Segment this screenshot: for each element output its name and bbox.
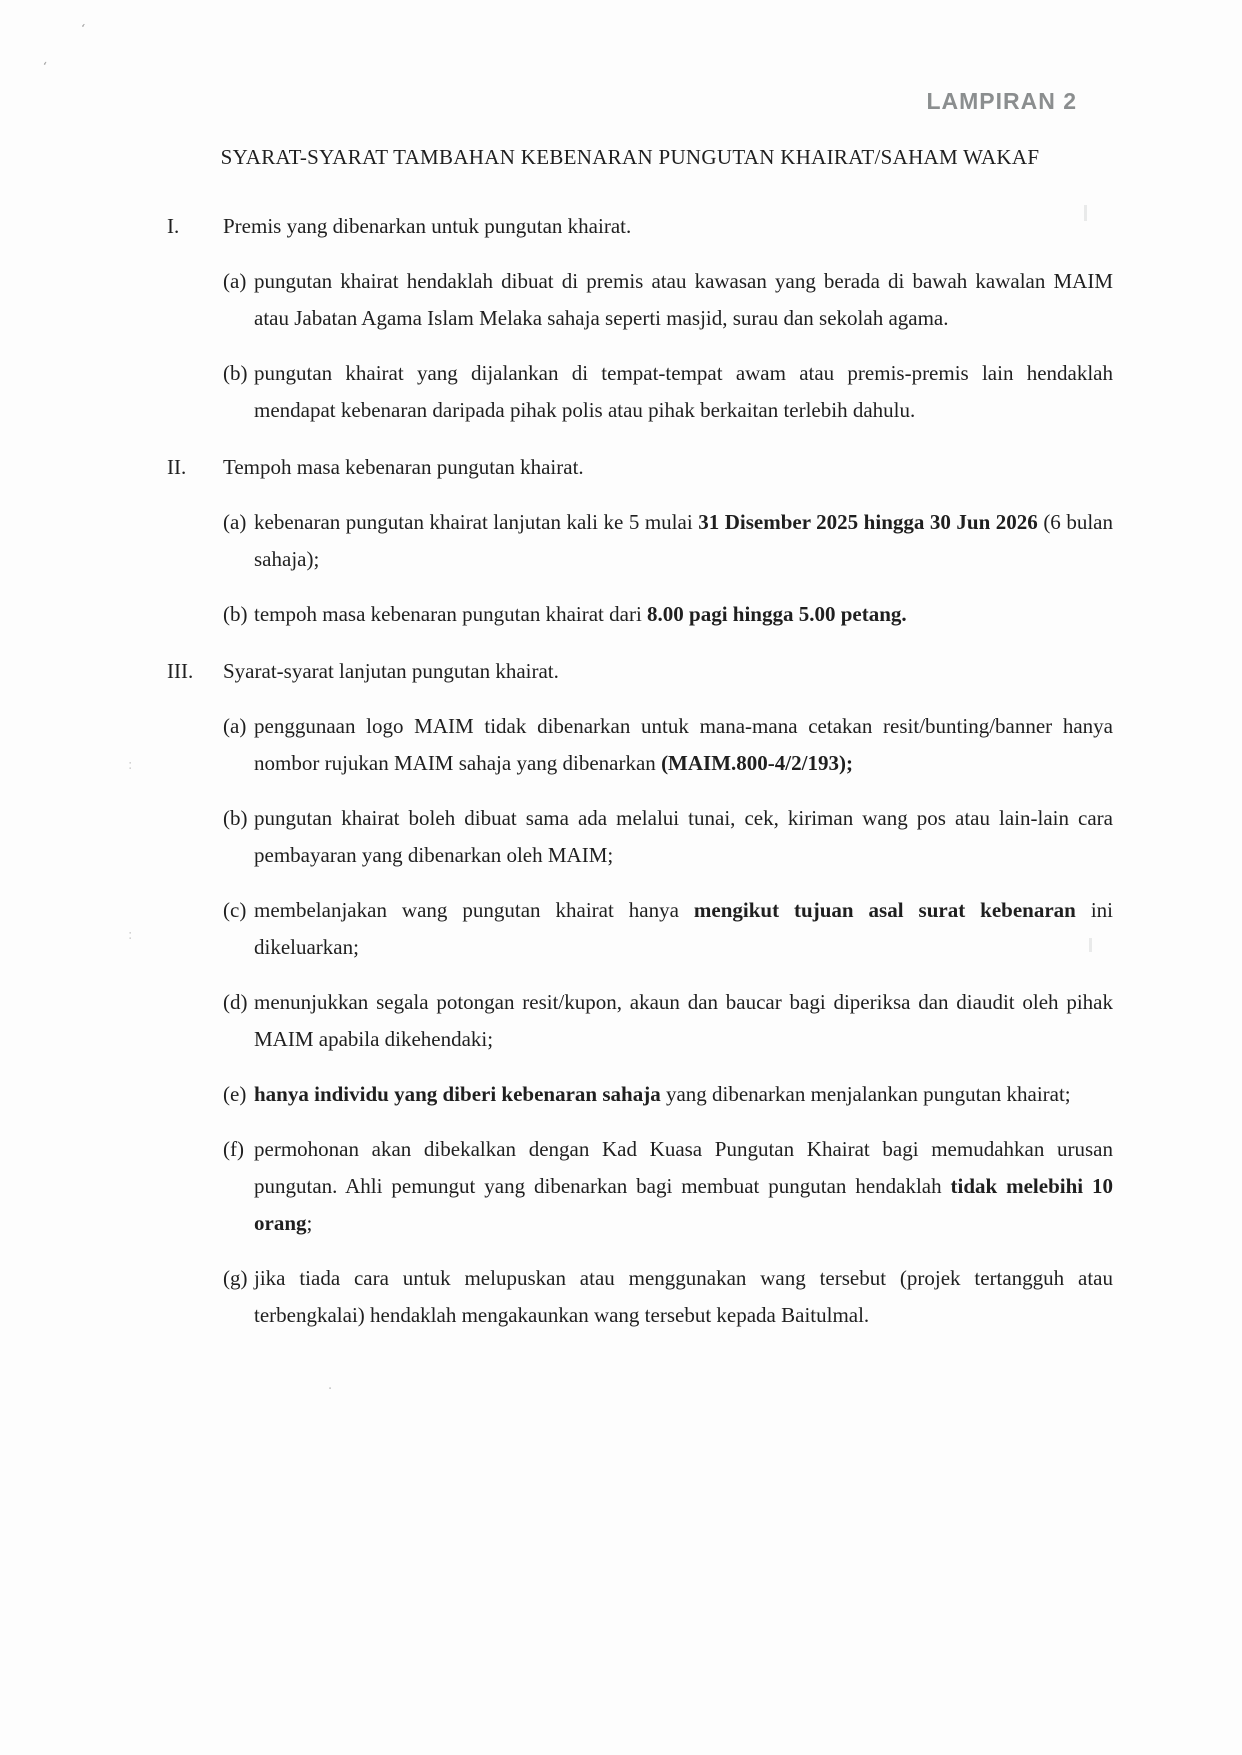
item-text — [254, 892, 1113, 966]
list-item-g — [223, 1260, 1113, 1334]
section-iii — [167, 653, 1113, 1334]
item-label: (g) — [223, 1266, 248, 1290]
item-text — [254, 263, 1113, 337]
section-numeral: II. — [167, 455, 187, 479]
item-label: (a) — [223, 510, 247, 534]
list-item-e — [223, 1076, 1113, 1113]
scan-speck: : — [128, 758, 133, 773]
item-label: (d) — [223, 990, 248, 1014]
section-header — [167, 449, 1113, 486]
list-item-b — [223, 800, 1113, 874]
section-numeral: III. — [167, 659, 194, 683]
item-label: (a) — [223, 269, 247, 293]
text-segment: tempoh masa kebenaran pungutan khairat dari — [254, 602, 648, 626]
section-header — [167, 653, 1113, 690]
bold-text-segment: (MAIM.800-4/2/193); — [661, 751, 853, 775]
document-sections — [167, 208, 1113, 1334]
text-segment: pungutan khairat boleh dibuat sama ada melalui tunai, cek, kiriman wang pos atau lain-lain cara pembayaran yang dibenarkan oleh MAIM; — [254, 806, 1113, 867]
list-item-a — [223, 263, 1113, 337]
bold-text-segment: tidak melebihi 10 orang — [254, 1174, 1113, 1235]
list-item-d — [223, 984, 1113, 1058]
list-item-a — [223, 504, 1113, 578]
text-segment: ; — [306, 1211, 313, 1235]
bold-text-segment: 8.00 pagi hingga 5.00 petang. — [647, 602, 907, 626]
section-ii — [167, 449, 1113, 633]
text-segment: pungutan khairat hendaklah dibuat di premis atau kawasan yang berada di bawah kawalan MAIM atau Jabatan Agama Islam Melaka sahaja seperti masjid, surau dan sekolah agama. — [254, 269, 1113, 330]
text-segment: kebenaran pungutan khairat lanjutan kali ke 5 mulai — [254, 510, 699, 534]
section-i — [167, 208, 1113, 429]
item-text — [254, 1076, 1113, 1113]
text-segment: penggunaan logo MAIM tidak dibenarkan untuk mana-mana cetakan resit/bunting/banner hanya nombor rujukan MAIM sahaja yang dibenarkan — [254, 714, 1113, 775]
scan-speck: ‘ — [40, 59, 49, 76]
lampiran-tag-row — [167, 88, 1077, 115]
text-segment: ini dikeluarkan; — [254, 898, 1114, 959]
item-label: (a) — [223, 714, 247, 738]
text-segment: membelanjakan wang pungutan khairat hanya — [254, 898, 694, 922]
list-item-b — [223, 596, 1113, 633]
text-segment: (6 bulan sahaja); — [254, 510, 1113, 571]
section-numeral: I. — [167, 214, 180, 238]
text-segment: permohonan akan dibekalkan dengan Kad Kuasa Pungutan Khairat bagi memudahkan urusan pungutan. Ahli pemungut yang dibenarkan bagi membuat pungutan hendaklah — [254, 1137, 1113, 1198]
item-label: (b) — [223, 361, 248, 385]
list-item-f — [223, 1131, 1113, 1242]
lampiran-tag: LAMPIRAN 2 — [926, 88, 1077, 114]
bold-text-segment: mengikut tujuan asal surat kebenaran — [693, 898, 1076, 922]
item-text — [254, 596, 1113, 633]
section-heading: Tempoh masa kebenaran pungutan khairat. — [223, 455, 584, 479]
bold-text-segment: hanya individu yang diberi kebenaran sahaja — [254, 1082, 661, 1106]
section-heading: Syarat-syarat lanjutan pungutan khairat. — [223, 659, 559, 683]
item-label: (b) — [223, 602, 248, 626]
item-text — [254, 800, 1113, 874]
scan-speck: ‘ — [77, 21, 87, 38]
section-heading: Premis yang dibenarkan untuk pungutan khairat. — [223, 214, 632, 238]
item-label: (f) — [223, 1137, 244, 1161]
list-item-b — [223, 355, 1113, 429]
item-text — [254, 708, 1113, 782]
item-text — [254, 1260, 1113, 1334]
text-segment: pungutan khairat yang dijalankan di tempat-tempat awam atau premis-premis lain hendaklah mendapat kebenaran daripada pihak polis atau pihak berkaitan terlebih dahulu. — [254, 361, 1113, 422]
text-segment: menunjukkan segala potongan resit/kupon, akaun dan baucar bagi diperiksa dan diaudit oleh pihak MAIM apabila dikehendaki; — [254, 990, 1113, 1051]
item-text — [254, 1131, 1113, 1242]
item-label: (c) — [223, 898, 247, 922]
bold-text-segment: 31 Disember 2025 hingga 30 Jun 2026 — [698, 510, 1038, 534]
item-text — [254, 984, 1113, 1058]
item-text — [254, 504, 1113, 578]
scan-speck: . — [328, 1378, 333, 1393]
document-title: SYARAT-SYARAT TAMBAHAN KEBENARAN PUNGUTAN KHAIRAT/SAHAM WAKAF — [220, 145, 1040, 169]
item-label: (b) — [223, 806, 248, 830]
section-header — [167, 208, 1113, 245]
text-segment: jika tiada cara untuk melupuskan atau menggunakan wang tersebut (projek tertangguh atau terbengkalai) hendaklah mengakaunkan wang tersebut kepada Baitulmal. — [254, 1266, 1113, 1327]
list-item-c — [223, 892, 1113, 966]
item-label: (e) — [223, 1082, 247, 1106]
list-item-a — [223, 708, 1113, 782]
scan-speck: : — [128, 928, 133, 943]
text-segment: yang dibenarkan menjalankan pungutan khairat; — [660, 1082, 1071, 1106]
item-text — [254, 355, 1113, 429]
